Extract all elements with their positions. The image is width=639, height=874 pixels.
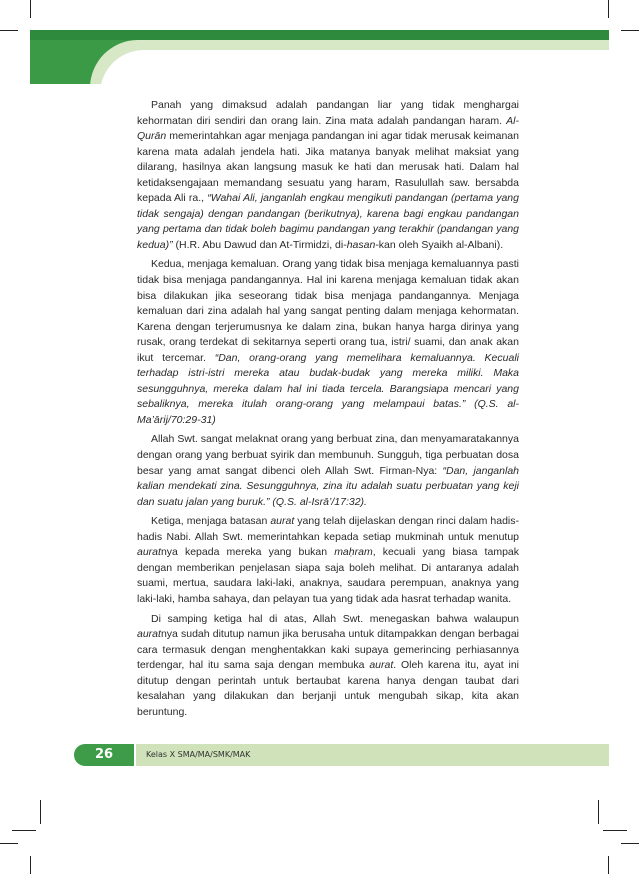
italic-segment: “Dan, janganlah kalian mendekati zina. Sesungguhnya, zina itu adalah suatu perbuatan yang keji dan suatu jalan yang buruk.” (Q.S. al-Isrā’/17:32).	[137, 464, 519, 508]
text-segment: Ketiga, menjaga batasan	[151, 515, 271, 528]
header-stripe	[30, 30, 609, 40]
italic-segment: Al-Qurān	[137, 114, 519, 143]
crop-mark	[621, 30, 639, 31]
text-segment: (H.R. Abu Dawud dan At-Tirmidzi, di-	[172, 238, 347, 251]
text-segment: -kan oleh Syaikh al-Albani).	[375, 238, 504, 251]
crop-mark	[12, 830, 36, 831]
crop-mark	[0, 30, 18, 31]
paragraph	[137, 257, 519, 428]
italic-segment: aurat	[369, 659, 394, 672]
crop-mark	[608, 0, 609, 18]
footer-band	[136, 744, 609, 766]
text-segment: yang telah dijelaskan dengan rinci dalam hadis-hadis Nabi. Allah Swt. memerintahkan kepada setiap mukminah untuk menutup	[137, 515, 520, 543]
crop-mark	[608, 856, 609, 874]
book-label: Kelas X SMA/MA/SMK/MAK	[146, 750, 251, 759]
crop-mark	[0, 843, 18, 844]
text-segment: , kecuali yang biasa tampak dengan memberikan penjelasan siapa saja boleh melihat. Di antaranya adalah suami, mertua, saudara laki-laki, anaknya, saudara perempuan, anaknya yang laki-laki, hamba sahaya, dan pelayan tua yang tidak ada hasrat terhadap wanita.	[137, 546, 519, 605]
text-segment: memerintahkan agar menjaga pandangan ini agar tidak merusak keimanan karena mata adalah jendela hati. Jika matanya banyak melihat maksiat yang dilarang, hasilnya akan langsung masuk ke hati dan merusak hati. Dalam hal ketidaksengajaan memandang sesuatu yang haram, Rasulullah saw. bersabda kepada Ali ra.,	[137, 130, 519, 205]
italic-segment: “Wahai Ali, janganlah engkau mengikuti pandangan (pertama yang tidak sengaja) dengan pandangan (berikutnya), karena bagi engkau pandangan yang pertama dan tidak boleh bagimu pandangan yang terakhir (pandangan yang kedua)”	[137, 192, 519, 251]
page-footer	[74, 744, 609, 766]
header-curve-inner	[100, 50, 609, 84]
crop-mark	[30, 0, 31, 18]
page-number: 26	[74, 744, 134, 766]
text-segment: nya kepada mereka yang bukan	[160, 546, 335, 559]
text-segment: . Oleh karena itu, ayat ini ditutup dengan perintah untuk bertaubat karena hanya dengan taubat dari kesalahan yang dilakukan dan berjanji untuk mengubah sikap, kita akan beruntung.	[137, 659, 519, 718]
paragraph	[137, 514, 519, 607]
header-decoration	[30, 30, 609, 84]
crop-mark	[603, 830, 627, 831]
italic-segment: aurat	[270, 515, 295, 528]
paragraph	[137, 612, 519, 721]
italic-segment: hasan	[346, 238, 376, 251]
paragraph	[137, 432, 519, 510]
italic-segment: maḥram	[334, 546, 373, 559]
italic-segment: aurat	[137, 546, 161, 559]
crop-mark	[621, 843, 639, 844]
body-text	[137, 98, 519, 724]
text-segment: nya sudah ditutup namun jika berusaha untuk ditampakkan dengan berbagai cara termasuk dengan menghentakkan kaki supaya gemerincing perhiasannya terdengar, hal itu sama saja dengan membuka	[137, 628, 519, 672]
crop-mark	[598, 800, 599, 824]
text-segment: Allah Swt. sangat melaknat orang yang berbuat zina, dan menyamaratakannya dengan orang yang berbuat syirik dan membunuh. Sungguh, tiga perbuatan dosa besar yang amat sangat dibenci oleh Allah Swt. Firman-Nya:	[137, 433, 519, 477]
italic-segment: “Dan, orang-orang yang memelihara kemaluannya. Kecuali terhadap istri-istri mereka atau budak-budak yang mereka miliki. Maka sesungguhnya, mereka dalam hal ini tiada tercela. Barangsiapa mencari yang sebaliknya, mereka itulah orang-orang yang melampaui batas.” (Q.S. al-Ma’ārij/70:29-31)	[137, 351, 519, 426]
crop-mark	[40, 800, 41, 824]
paragraph	[137, 98, 519, 253]
text-segment: Kedua, menjaga kemaluan. Orang yang tidak bisa menjaga kemaluannya pasti tidak bisa menjaga pandangannya. Hal ini karena menjaga kemaluan tidak akan bisa dilakukan jika seseorang tidak bisa menjaga pandangannya. Menjaga kemaluan dari zina adalah hal yang sangat penting dalam menjaga kehormatan. Karena dengan terjerumusnya ke dalam zina, bukan hanya harga dirinya yang rusak, orang terdekat di sekitarnya seperti orang tua, istri/ suami, dan anak akan ikut tercemar.	[137, 258, 519, 364]
italic-segment: aurat	[137, 628, 161, 641]
text-segment: Di samping ketiga hal di atas, Allah Swt. menegaskan bahwa walaupun	[151, 612, 519, 625]
text-segment: Panah yang dimaksud adalah pandangan liar yang tidak menghargai kehormatan diri sendiri dan orang lain. Zina mata adalah pandangan haram.	[137, 99, 519, 127]
crop-mark	[30, 856, 31, 874]
